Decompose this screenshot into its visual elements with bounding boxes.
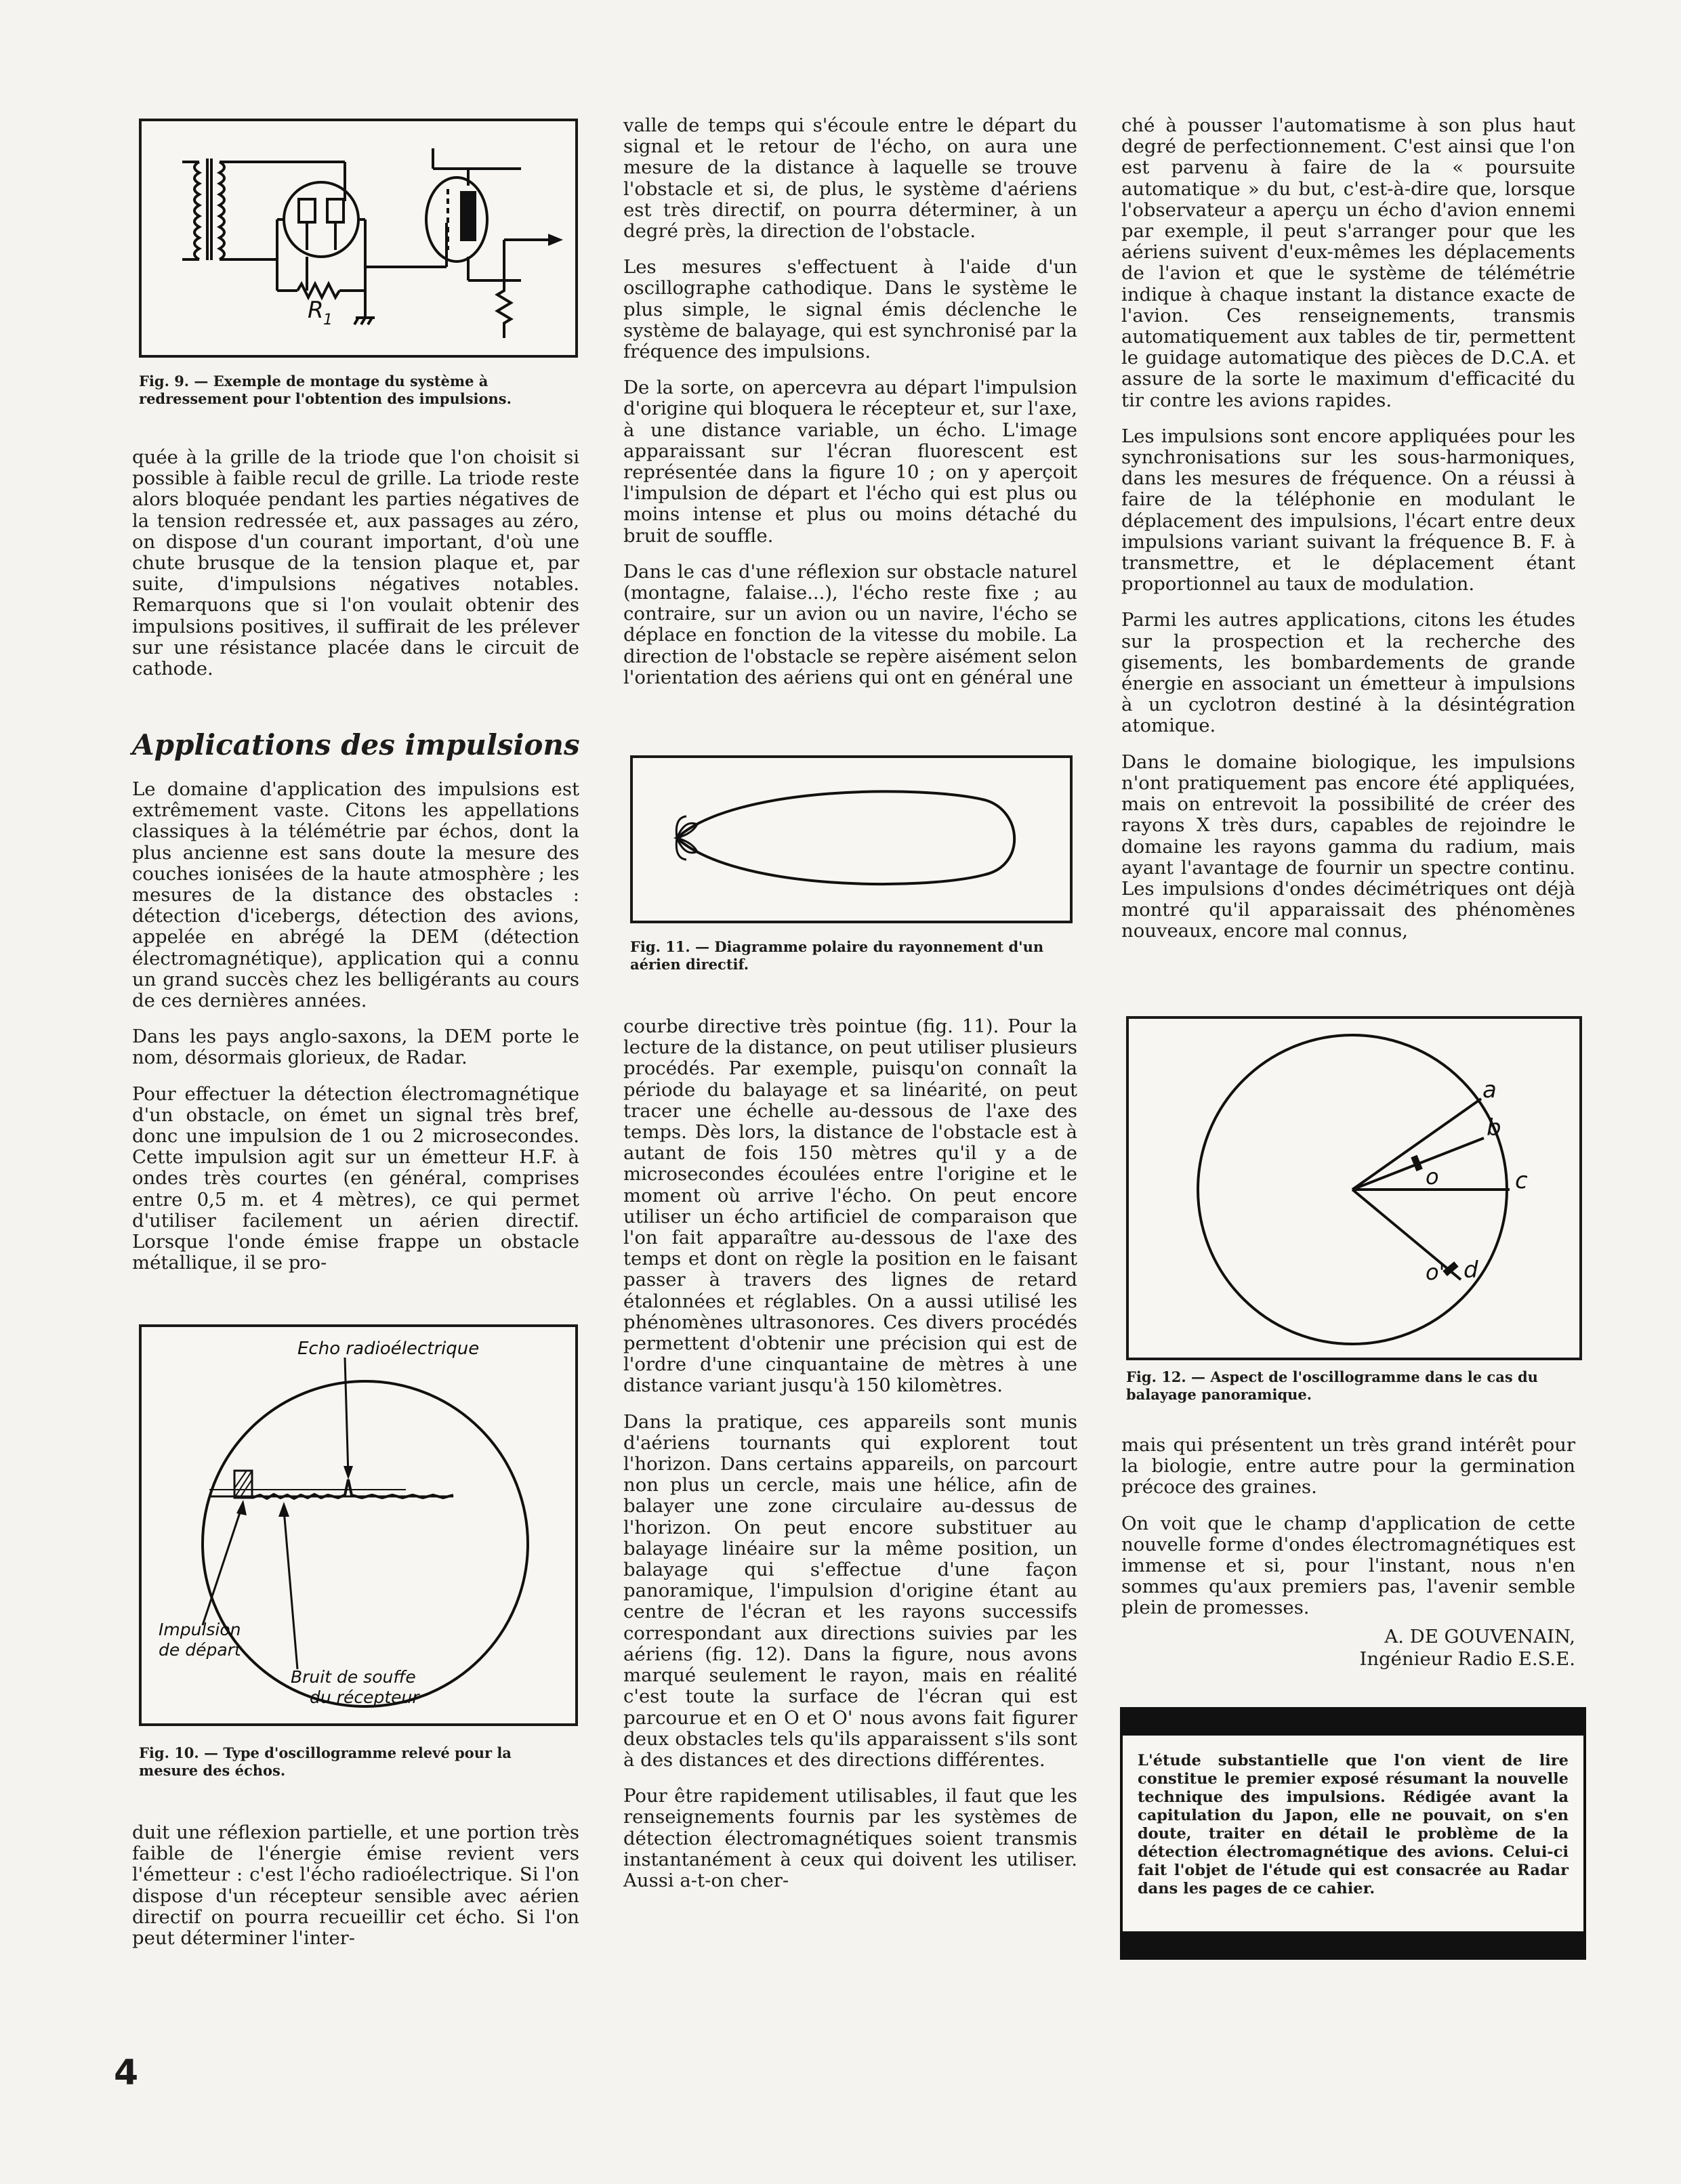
figure-12-caption: Fig. 12. — Aspect de l'oscillogramme dans le cas du balayage panoramique.	[1126, 1368, 1538, 1403]
figure-12-label-a: a	[1482, 1076, 1497, 1104]
section-heading: Applications des impulsions	[132, 728, 580, 761]
figure-12-box	[1126, 1016, 1582, 1360]
column-3-top	[1121, 115, 1575, 942]
author-name: A. DE GOUVENAIN,	[1384, 1625, 1575, 1647]
figure-9-circuit	[142, 121, 575, 355]
figure-12-panoramic-oscillogram	[1129, 1019, 1579, 1358]
column-2-bottom	[623, 1016, 1077, 1891]
col3-paragraph-1: ché à pousser l'automatisme à son plus haut degré de perfectionnement. C'est ainsi que l'on est parvenu à faire de la « poursuite automatique » du but, c'est-à-dire que, lorsque l'observateur a aperçu un écho d'avion ennemi par exemple, il peut s'arranger pour que les aériens suivent d'eux-mêmes les déplacements de l'avion et que le système de télémétrie indique à chaque instant la distance exacte de l'avion. Ces renseignements, transmis automatiquement aux tables de tir, permettent le guidage automatique des pièces de D.C.A. et assure de la sorte le maximum d'efficacité du tir contre les avions rapides.	[1121, 114, 1575, 411]
col3-paragraph-3: Parmi les autres applications, citons les études sur la prospection et la recherche des gisements, les bombardements de grande énergie en associant un émetteur à impulsions à un cyclotron destiné à la désintégration atomique.	[1121, 609, 1575, 737]
figure-10-impulse-label-line-1: Impulsion	[159, 1620, 241, 1639]
col3-paragraph-2: Les impulsions sont encore appliquées pour les synchronisations sur les sous-harmoniques, dans les mesures de fréquence. On a réussi à faire de la téléphonie en modulant le déplacement des impulsions, l'écart entre deux impulsions variant suivant la fréquence B. F. à transmettre, et le déplacement étant proportionnel au taux de modulation.	[1121, 425, 1575, 595]
figure-11-box	[630, 755, 1073, 923]
figure-12-label-c: c	[1515, 1167, 1528, 1194]
col2-paragraph-3: De la sorte, on apercevra au départ l'impulsion d'origine qui bloquera le récepteur et, sur l'axe, à une distance variable, un écho. L'image apparaissant sur l'écran fluorescent est représentée dans la figure 10 ; on y aperçoit l'impulsion de départ et l'écho qui est plus ou moins intense et plus ou moins détaché du bruit de souffle.	[623, 377, 1077, 547]
figure-9-box	[139, 119, 578, 358]
column-1-mid	[132, 779, 579, 1274]
figure-12-obstacle-o-prime	[1443, 1261, 1458, 1276]
column-3-bottom	[1121, 1435, 1575, 1671]
col1-paragraph-5: duit une réflexion partielle, et une portion très faible de l'énergie émise revient vers l'émetteur : c'est l'écho radioélectrique. Si l'on dispose d'un récepteur sensible avec aérien directif on pourra recueillir cet écho. Si l'on peut déterminer l'inter-	[132, 1822, 579, 1950]
figure-10-noise-label-line-2: du récepteur	[310, 1687, 419, 1707]
figure-10-impulse-label-line-2: de départ	[159, 1640, 241, 1660]
figure-10-caption: Fig. 10. — Type d'oscillogramme relevé pour la mesure des échos.	[139, 1744, 512, 1779]
editor-note-box	[1120, 1707, 1586, 1960]
figure-9-resistor-label: R	[308, 297, 324, 324]
col2-paragraph-5: courbe directive très pointue (fig. 11). Pour la lecture de la distance, on peut utiliser plusieurs procédés. Par exemple, puisqu'on connaît la période du balayage et sa linéarité, on peut tracer une échelle au-dessous de l'axe des temps. Dès lors, la distance de l'obstacle est à autant de fois 150 mètres qu'il y a de microsecondes écoulées entre l'origine et le moment où arrive l'écho. On peut encore utiliser un écho artificiel de comparaison que l'on fait apparaître au-dessous de l'axe des temps et dont on règle la position en le faisant passer à travers des lignes de retard étalonnées et réglables. On a aussi utilisé les phénomènes ultrasonores. Ces divers procédés permettent d'obtenir une précision qui est de l'ordre d'une cinquantaine de mètres à une distance variant jusqu'à 150 kilomètres.	[623, 1015, 1077, 1397]
col2-paragraph-2: Les mesures s'effectuent à l'aide d'un oscillographe cathodique. Dans le système le plus simple, le signal émis déclenche le système de balayage, qui est synchronisé par la fréquence des impulsions.	[623, 256, 1077, 363]
col1-paragraph-4: Pour effectuer la détection électromagnétique d'un obstacle, on émet un signal très bref, donc une impulsion de 1 ou 2 microsecondes. Cette impulsion agit sur un émetteur H.F. à ondes très courtes (en général, comprises entre 0,5 m. et 4 mètres), ce qui permet d'utiliser facilement un aérien directif. Lorsque l'onde émise frappe un obstacle métallique, il se pro-	[132, 1083, 579, 1274]
col3-paragraph-4: Dans le domaine biologique, les impulsions n'ont pratiquement pas encore été appliquées, mais on entrevoit la possibilité de créer des rayons X très durs, capables de rejoindre le domaine les rayons gamma du radium, mais ayant l'avantage de fournir un spectre continu. Les impulsions d'ondes décimétriques ont déjà montré qu'il apparaissait des phénomènes nouveaux, encore mal connus,	[1121, 751, 1575, 942]
figure-11-caption: Fig. 11. — Diagramme polaire du rayonnement d'un aérien directif.	[630, 938, 1044, 973]
figure-12-label-o: o	[1426, 1164, 1439, 1190]
col1-paragraph-1: quée à la grille de la triode que l'on choisit si possible à faible recul de grille. La triode reste alors bloquée pendant les parties négatives de la tension redressée et, aux passages au zéro, on dispose d'un courant important, d'où une chute brusque de la tension plaque et, par suite, d'impulsions négatives notables. Remarquons que si l'on voulait obtenir des impulsions positives, il suffirait de les prélever sur une résistance placée dans le circuit de cathode.	[132, 446, 579, 680]
col1-paragraph-3: Dans les pays anglo-saxons, la DEM porte le nom, désormais glorieux, de Radar.	[132, 1026, 579, 1069]
figure-9-resistor-subscript: 1	[323, 312, 333, 329]
figure-12-label-b: b	[1487, 1114, 1501, 1141]
figure-12-ray-a	[1352, 1099, 1481, 1190]
col2-paragraph-1: valle de temps qui s'écoule entre le départ du signal et le retour de l'écho, on aura une mesure de la distance à laquelle se trouve l'obstacle et si, de plus, le système d'aériens est très directif, on pourra déterminer, à un degré près, la direction de l'obstacle.	[623, 114, 1077, 243]
col2-paragraph-4: Dans le cas d'une réflexion sur obstacle naturel (montagne, falaise...), l'écho reste fixe ; au contraire, sur un avion ou un navire, l'écho se déplace en fonction de la vitesse du mobile. La direction de l'obstacle se repère aisément selon l'orientation des aériens qui ont en général une	[623, 560, 1077, 688]
figure-10-box	[139, 1324, 578, 1726]
figure-9-caption: Fig. 9. — Exemple de montage du système à redressement pour l'obtention des impulsions.	[139, 373, 512, 407]
col3-paragraph-6: On voit que le champ d'application de cette nouvelle forme d'ondes électromagnétiques est immense et si, pour l'instant, nous n'en sommes qu'aux premiers pas, l'avenir semble plein de promesses.	[1121, 1512, 1575, 1619]
col1-paragraph-2: Le domaine d'application des impulsions est extrêmement vaste. Citons les appellations classiques à la télémétrie par échos, dont la plus ancienne est sans doute la mesure des couches ionisées de la haute atmosphère ; les mesures de la distance des obstacles : détection d'icebergs, détection des avions, appelée en abrégé la DEM (détection électromagnétique), application qui a connu un grand succès chez les belligérants au cours de ces dernières années.	[132, 778, 579, 1012]
col2-paragraph-6: Dans la pratique, ces appareils sont munis d'aériens tournants qui explorent tout l'horizon. Dans certains appareils, on parcourt non plus un cercle, mais une hélice, afin de balayer une zone circulaire au-dessus de l'horizon. On peut encore substituer au balayage linéaire sur la même position, un balayage qui s'effectue d'une façon panoramique, l'impulsion d'origine étant au centre de l'écran et les rayons successifs correspondant aux directions suivies par les aériens (fig. 12). Dans la figure, nous avons marqué seulement le rayon, mais en réalité c'est toute la surface de l'écran qui est parcourue et en O et O' nous avons fait figurer deux obstacles tels qu'ils apparaissent s'ils sont à des distances et des directions différentes.	[623, 1410, 1077, 1771]
figure-10-echo-label: Echo radioélectrique	[297, 1339, 480, 1359]
figure-10-noise-label-line-1: Bruit de souffe	[291, 1667, 416, 1687]
figure-10-oscillogram	[142, 1327, 575, 1723]
page-number: 4	[114, 2053, 139, 2093]
col3-paragraph-5: mais qui présentent un très grand intérêt pour la biologie, entre autre pour la germination précoce des graines.	[1121, 1434, 1575, 1498]
author-title: Ingénieur Radio E.S.E.	[1359, 1647, 1575, 1670]
column-1-bottom	[132, 1822, 579, 1949]
editor-note-top-bar	[1123, 1710, 1583, 1736]
editor-note-bottom-bar	[1123, 1931, 1583, 1957]
figure-11-polar-diagram	[633, 758, 1070, 921]
figure-12-label-d: d	[1464, 1257, 1478, 1284]
figure-12-label-o-prime: o'	[1426, 1259, 1445, 1285]
column-1-top	[132, 447, 579, 679]
editor-note-text: L'étude substantielle que l'on vient de lire constitue le premier exposé résumant la nouvelle technique des impulsions. Rédigée avant la capitulation du Japon, elle ne pouvait, on s'en doute, traiter en détail le problème de la détection électromagnétique des avions. Celui-ci fait l'objet de l'étude qui est consacrée au Radar dans les pages de ce cahier.	[1138, 1752, 1569, 1897]
col2-paragraph-7: Pour être rapidement utilisables, il faut que les renseignements fournis par les systèmes de détection électromagnétiques soient transmis instantanément à ceux qui doivent les utiliser. Aussi a-t-on cher-	[623, 1785, 1077, 1891]
column-2-top	[623, 115, 1077, 688]
